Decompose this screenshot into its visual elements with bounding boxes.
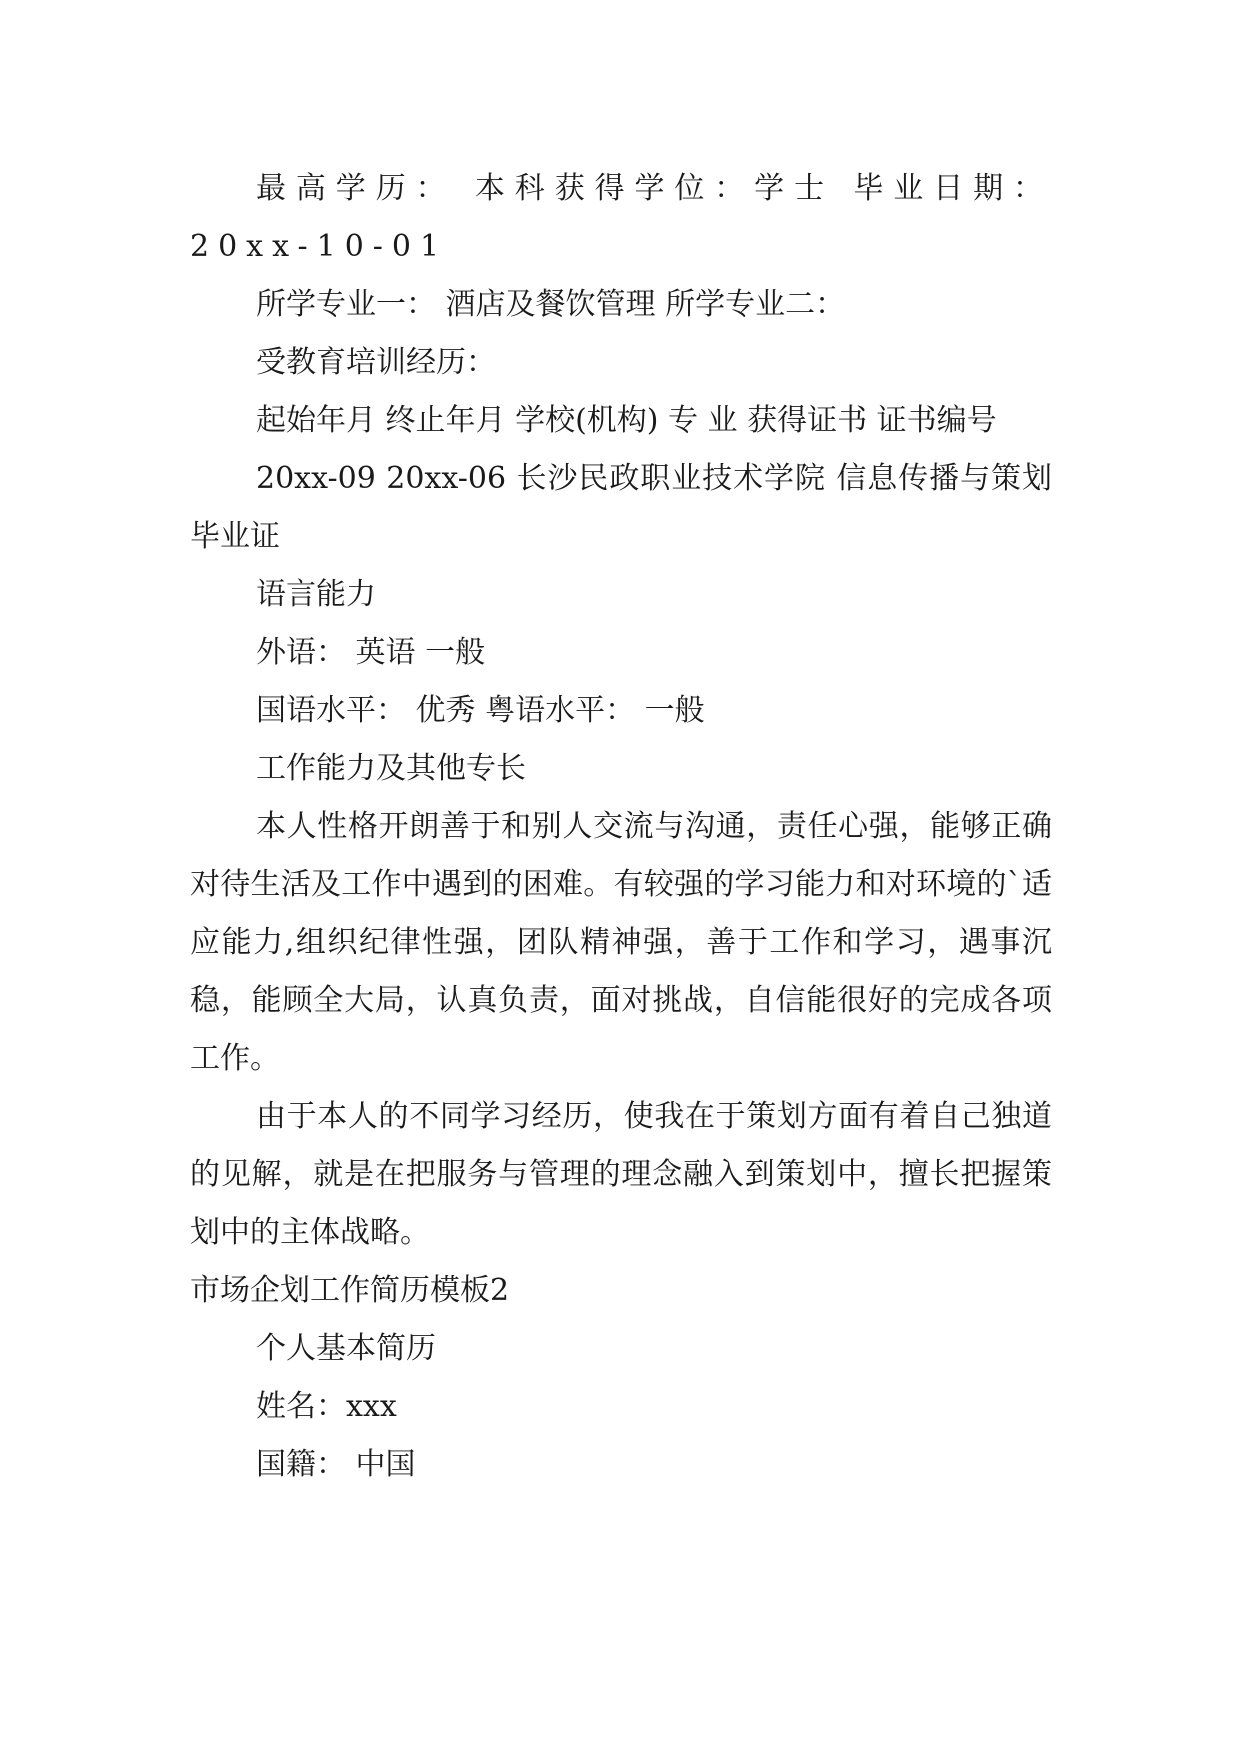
paragraph-basic-resume-heading: 个人基本简历	[256, 1331, 436, 1366]
paragraph-planning-insight: 由于本人的不同学习经历，使我在于策划方面有着自己独道的见解，就是在把服务与管理的理念融入到策划中，擅长把握策划中的主体战略。	[190, 1099, 1052, 1250]
paragraph-education-record: 20xx-09 20xx-06 长沙民政职业技术学院 信息传播与策划 毕业证	[190, 461, 1052, 554]
paragraph-education-columns: 起始年月 终止年月 学校(机构) 专 业 获得证书 证书编号	[256, 403, 997, 438]
paragraph-education-heading: 受教育培训经历：	[256, 345, 496, 380]
document-body	[190, 160, 1052, 1494]
paragraph-skills-heading: 工作能力及其他专长	[256, 751, 526, 786]
paragraph-language-heading: 语言能力	[256, 577, 376, 612]
section-title-template-2: 市场企划工作简历模板2	[190, 1273, 510, 1308]
paragraph-mandarin-cantonese: 国语水平： 优秀 粤语水平： 一般	[256, 693, 705, 728]
paragraph-major: 所学专业一： 酒店及餐饮管理 所学专业二：	[256, 287, 846, 322]
paragraph-self-evaluation: 本人性格开朗善于和别人交流与沟通，责任心强，能够正确对待生活及工作中遇到的困难。有较强的学习能力和对环境的`适应能力,组织纪律性强，团队精神强，善于工作和学习，遇事沉稳，能顾全大局，认真负责，面对挑战，自信能很好的完成各项工作。	[190, 809, 1052, 1076]
paragraph-name: 姓名：xxx	[256, 1389, 397, 1424]
paragraph-foreign-language: 外语： 英语 一般	[256, 635, 486, 670]
paragraph-nationality: 国籍： 中国	[256, 1447, 416, 1482]
paragraph-highest-education: 最高学历： 本科获得学位：学士 毕业日期：20xx-10-01	[190, 171, 1052, 264]
